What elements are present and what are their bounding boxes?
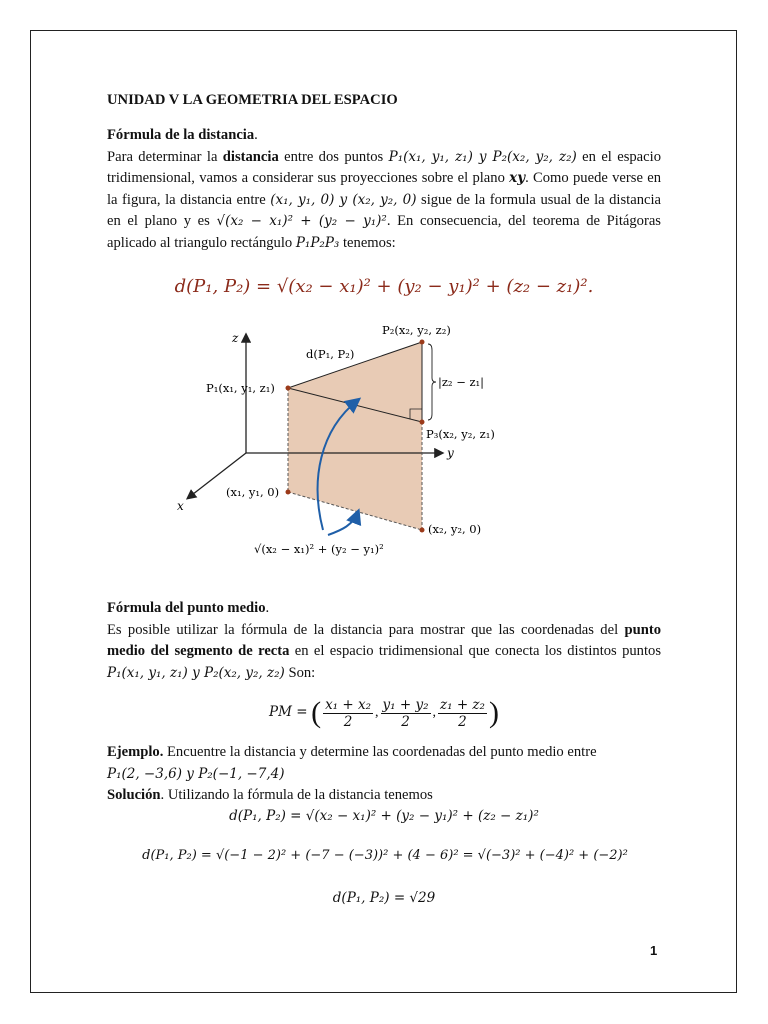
proj2-label: (x₂, y₂, 0) <box>428 522 482 536</box>
shaded-plane <box>288 342 422 530</box>
example-points: P₁(2, −3,6) y P₂(−1, −7,4) <box>107 765 285 782</box>
p3-label: P₃(x₂, y₂, z₁) <box>426 427 495 441</box>
example-eq1: d(P₁, P₂) = √(x₂ − x₁)² + (y₂ − y₁)² + (z₂ − z₁)² <box>229 808 539 824</box>
example-label: Ejemplo. <box>107 744 164 760</box>
p2-label: P₂(x₂, y₂, z₂) <box>382 323 451 337</box>
y-label: y <box>447 446 454 460</box>
distance-section: Fórmula de la distancia. Para determinar la distancia entre dos puntos P₁(x₁, y₁, z₁) y P₂(x₂, y₂, z₂) en el espacio tridimensional, vamos a considerar sus proyecciones sobre el plano xy. Como puede verse en la figura, la distancia entre (x₁, y₁, 0) y (x₂, y₂, 0) sigue de la formula usual de la distancia en el plano y es √(x₂ − x₁)² + (y₂ − y₁)². En consecuencia, del teorema de Pitágoras aplicado al triangulo rectángulo P₁P₂P₃ tenemos: <box>107 125 661 254</box>
distance-paragraph: Para determinar la distancia entre dos puntos P₁(x₁, y₁, z₁) y P₂(x₂, y₂, z₂) en el espacio tridimensional, vamos a considerar sus proyecciones sobre el plano xy. Como puede verse en la figura, la distancia entre (x₁, y₁, 0) y (x₂, y₂, 0) sigue de la formula usual de la distancia en el plano y es √(x₂ − x₁)² + (y₂ − y₁)². En consecuencia, del teorema de Pitágoras aplicado al triangulo rectángulo P₁P₂P₃ tenemos: <box>107 148 662 251</box>
solution-label: Solución <box>107 787 161 803</box>
page-title: UNIDAD V LA GEOMETRIA DEL ESPACIO <box>107 92 398 108</box>
example-section: Ejemplo. Encuentre la distancia y determine las coordenadas del punto medio entre P₁(2, −3,6) y P₂(−1, −7,4) Solución. Utilizando la fórmula de la distancia tenemos <box>107 742 661 807</box>
dz-label: |z₂ − z₁| <box>438 375 485 389</box>
example-eq2: d(P₁, P₂) = √(−1 − 2)² + (−7 − (−3))² + (4 − 6)² = √(−3)² + (−4)² + (−2)² <box>142 848 628 863</box>
example-eq3: d(P₁, P₂) = √29 <box>332 890 436 906</box>
page-number: 1 <box>650 943 658 958</box>
midpoint-paragraph: Es posible utilizar la fórmula de la distancia para mostrar que las coordenadas del punto medio del segmento de recta en el espacio tridimensional que conecta los distintos puntos P₁(x₁, y₁, z₁) y P₂(x₂, y₂, z₂) Son: <box>107 621 662 681</box>
main-distance-formula: d(P₁, P₂) = √(x₂ − x₁)² + (y₂ − y₁)² + (z₂ − z₁)². <box>174 276 594 297</box>
p1-label: P₁(x₁, y₁, z₁) <box>206 381 275 395</box>
z-label: z <box>232 331 239 345</box>
x-label: x <box>177 499 184 513</box>
distance-figure <box>170 320 510 570</box>
plane-dist-label: √(x₂ − x₁)² + (y₂ − y₁)² <box>254 542 384 556</box>
blue-arrow-short <box>328 512 358 535</box>
midpoint-heading: Fórmula del punto medio <box>107 600 266 616</box>
proj1-label: (x₁, y₁, 0) <box>226 485 280 499</box>
distance-heading: Fórmula de la distancia <box>107 127 255 143</box>
d-label: d(P₁, P₂) <box>306 347 355 361</box>
midpoint-formula: PM = ( $\frac{\text{x₁ + x₂}}{2}$ , $\frac{\text{y₁ + y₂}}{2}$ , $\frac{\text{z₁ + z₂}}{2}$ ) <box>269 696 499 730</box>
midpoint-section: Fórmula del punto medio. Es posible utilizar la fórmula de la distancia para mostrar que las coordenadas del punto medio del segmento de recta en el espacio tridimensional que conecta los distintos puntos P₁(x₁, y₁, z₁) y P₂(x₂, y₂, z₂) Son: <box>107 598 661 684</box>
